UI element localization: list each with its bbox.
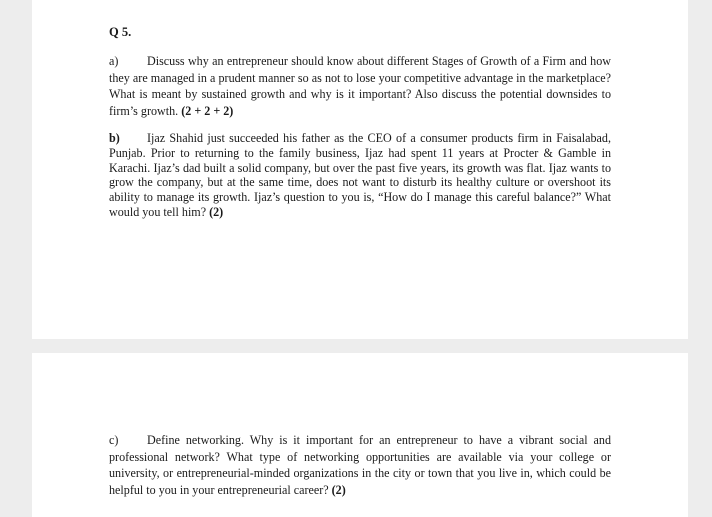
part-a-marks: (2 + 2 + 2) — [181, 103, 234, 118]
part-b-marks: (2) — [209, 204, 224, 219]
part-c-marks: (2) — [331, 482, 346, 497]
part-c-text: Define networking. Why is it important for an entrepreneur to have a vibrant social and professional network? What type of networking opportunities are available via your college or university, or entrepreneurial-minded organizations in the city or town that you live in, which could be helpful to you in your entrepreneurial career? — [109, 433, 611, 497]
part-b-text: Ijaz Shahid just succeeded his father as the CEO of a consumer products firm in Faisalabad, Punjab. Prior to returning to the family business, Ijaz had spent 11 years at Procter & Gamble in Karachi. Ijaz’s dad built a solid company, but over the past five years, its growth was flat. Ijaz wants to grow the company, but at the same time, does not want to disturb its healthy culture or overshoot its ability to manage its growth. Ijaz’s question to you is, “How do I manage this careful balance?” What would you tell him? — [109, 131, 611, 219]
part-a-label: a) — [109, 54, 119, 68]
question-part-a — [109, 53, 611, 119]
part-b-label: b) — [109, 131, 120, 145]
question-part-b — [109, 131, 611, 220]
part-a-text: Discuss why an entrepreneur should know about different Stages of Growth of a Firm and how they are managed in a prudent manner so as not to lose your competitive advantage in the marketplace? What is meant by sustained growth and why is it important? Also discuss the potential downsides to firm’s growth. — [109, 54, 611, 118]
part-c-label: c) — [109, 433, 119, 447]
question-part-c — [109, 432, 611, 498]
document-page-2 — [32, 353, 688, 517]
document-page-1 — [32, 0, 688, 339]
question-title: Q 5. — [109, 25, 132, 39]
